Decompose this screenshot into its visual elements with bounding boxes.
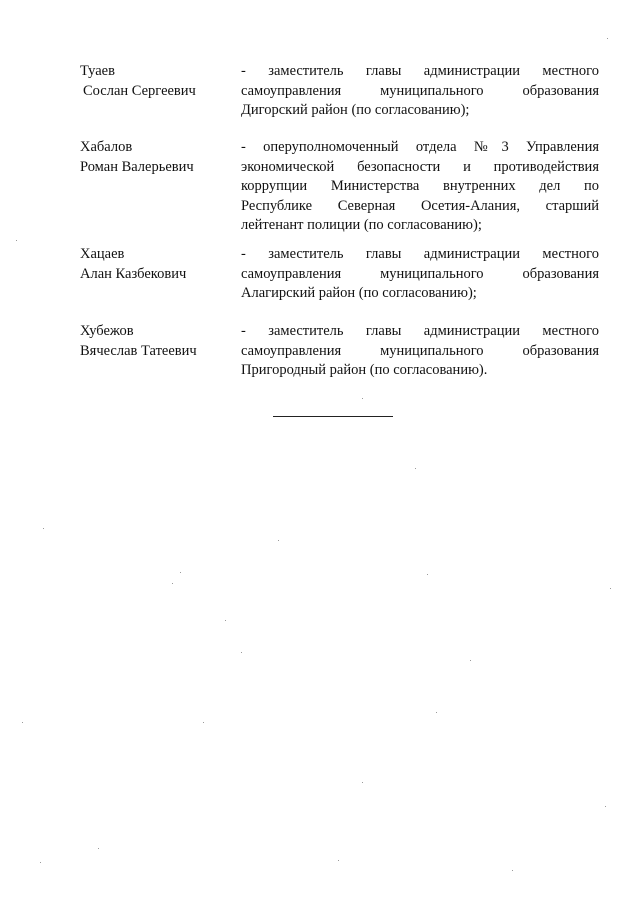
- scan-speck: [362, 398, 363, 399]
- position-description: [241, 322, 599, 381]
- scan-speck: [98, 848, 99, 849]
- scan-speck: [225, 620, 226, 621]
- person-name: [80, 245, 230, 284]
- given-name: Роман Валерьевич: [80, 158, 194, 175]
- position-line: самоуправления муниципального образования: [241, 342, 599, 359]
- scan-speck: [180, 572, 181, 573]
- position-line: экономической безопасности и противодействия: [241, 158, 599, 175]
- position-line: - заместитель главы администрации местного: [241, 323, 599, 339]
- person-name: [80, 138, 230, 177]
- surname: Хабалов: [80, 139, 133, 155]
- surname: Туаев: [80, 63, 115, 79]
- scan-speck: [172, 583, 173, 584]
- scan-speck: [610, 588, 611, 589]
- given-name: Сослан Сергеевич: [83, 82, 196, 99]
- position-line: - заместитель главы администрации местного: [241, 246, 599, 262]
- position-line: - оперуполномоченный отдела №3 Управления: [241, 139, 599, 155]
- given-name: Вячеслав Татеевич: [80, 342, 197, 359]
- position-line: коррупции Министерства внутренних дел по: [241, 178, 599, 194]
- scan-speck: [436, 712, 437, 713]
- scan-speck: [362, 782, 363, 783]
- position-description: [241, 62, 599, 121]
- scan-speck: [40, 862, 41, 863]
- scan-speck: [338, 860, 339, 861]
- scan-speck: [470, 660, 471, 661]
- scan-speck: [427, 574, 428, 575]
- scan-speck: [607, 38, 608, 39]
- scan-speck: [605, 806, 606, 807]
- surname: Хацаев: [80, 246, 125, 262]
- scan-speck: [241, 652, 242, 653]
- scan-speck: [16, 240, 17, 241]
- position-line: Пригородный район (по согласованию).: [241, 362, 488, 378]
- scan-speck: [512, 870, 513, 871]
- position-line: самоуправления муниципального образования: [241, 265, 599, 282]
- scan-speck: [278, 540, 279, 541]
- closing-separator-line: [273, 416, 393, 417]
- position-description: [241, 245, 599, 304]
- position-line: Алагирский район (по согласованию);: [241, 285, 477, 301]
- scan-speck: [415, 468, 416, 469]
- position-description: [241, 138, 599, 236]
- scan-speck: [203, 722, 204, 723]
- surname: Хубежов: [80, 323, 134, 339]
- position-line: лейтенант полиции (по согласованию);: [241, 217, 482, 233]
- given-name: Алан Казбекович: [80, 265, 187, 282]
- scan-speck: [43, 528, 44, 529]
- position-line: самоуправления муниципального образования: [241, 82, 599, 99]
- position-line: Республике Северная Осетия-Алания, старший: [241, 197, 599, 214]
- person-name: [80, 62, 230, 101]
- position-line: Дигорский район (по согласованию);: [241, 102, 470, 118]
- scan-speck: [22, 722, 23, 723]
- position-line: - заместитель главы администрации местного: [241, 63, 599, 79]
- person-name: [80, 322, 230, 361]
